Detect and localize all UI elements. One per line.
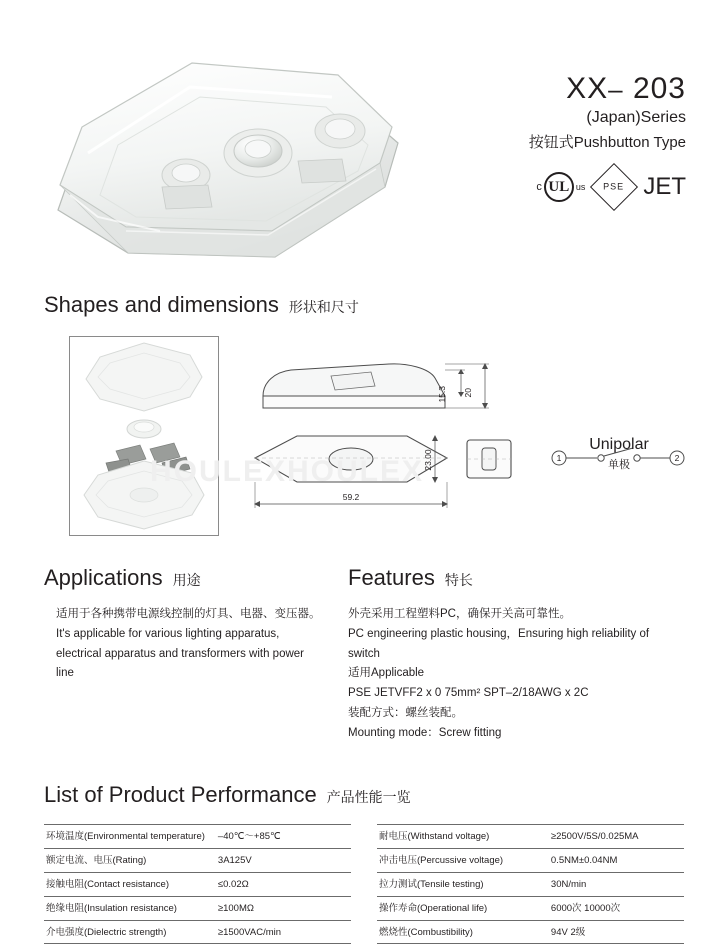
applications-line: It's applicable for various lighting apparatus, — [56, 627, 280, 640]
type-label: 按钮式Pushbutton Type — [528, 134, 686, 151]
perf-value: 0.5NM±0.04NM — [549, 848, 684, 872]
model-number: 203 — [632, 72, 686, 105]
features-line: PC engineering plastic housing，Ensuring high reliability of — [348, 627, 650, 640]
table-row — [377, 872, 684, 896]
perf-value: –40℃～+85℃ — [216, 825, 351, 849]
applications-body — [44, 605, 344, 684]
table-row — [377, 896, 684, 920]
table-row — [377, 825, 684, 849]
ul-certification-mark — [536, 172, 585, 202]
page-header — [0, 0, 722, 285]
table-row — [377, 848, 684, 872]
applications-line: line — [56, 667, 74, 680]
table-row — [44, 872, 351, 896]
pse-certification-icon — [590, 163, 638, 211]
perf-value: 6000次 10000次 — [549, 896, 684, 920]
model-name — [356, 72, 686, 105]
features-section — [348, 565, 688, 743]
performance-section — [44, 782, 684, 944]
performance-table-right — [377, 824, 684, 944]
perf-key: 介电强度(Dielectric strength) — [44, 920, 216, 944]
perf-value: ≥2500V/5S/0.025MA — [549, 825, 684, 849]
perf-value: ≤0.02Ω — [216, 872, 351, 896]
dimension-drawing-svg — [239, 336, 569, 536]
table-row — [44, 896, 351, 920]
shapes-heading-en: Shapes and dimensions — [44, 292, 279, 317]
perf-key: 拉力测试(Tensile testing) — [377, 872, 549, 896]
perf-value: ≥100MΩ — [216, 896, 351, 920]
unipolar-label-block — [544, 436, 694, 472]
terminal-1-label: 1 — [556, 453, 562, 463]
shapes-and-dimensions-section — [44, 292, 684, 536]
applications-section — [44, 565, 344, 684]
unipolar-label-en: Unipolar — [589, 436, 649, 453]
performance-heading-cn: 产品性能一览 — [326, 789, 411, 805]
perf-value: 3A125V — [216, 848, 351, 872]
perf-value: 30N/min — [549, 872, 684, 896]
shapes-body — [44, 336, 684, 536]
perf-key: 操作寿命(Operational life) — [377, 896, 549, 920]
terminal-2-label: 2 — [674, 453, 680, 463]
features-line: switch — [348, 647, 380, 660]
perf-key: 冲击电压(Percussive voltage) — [377, 848, 549, 872]
shapes-heading — [44, 292, 684, 318]
perf-key: 耐电压(Withstand voltage) — [377, 825, 549, 849]
dimension-drawings — [239, 336, 569, 536]
pse-label: PSE — [603, 181, 625, 192]
dim-height-inner: 15.3 — [437, 386, 447, 403]
features-line: 装配方式：螺丝装配。 — [348, 706, 463, 719]
table-row — [44, 825, 351, 849]
applications-heading-en: Applications — [44, 565, 163, 590]
perf-value: 94V 2级 — [549, 920, 684, 944]
table-row — [377, 920, 684, 944]
applications-heading-cn: 用途 — [172, 572, 201, 588]
perf-key: 燃烧性(Combustibility) — [377, 920, 549, 944]
table-row — [44, 920, 351, 944]
dim-length-body: 59.2 — [342, 492, 360, 502]
performance-tables — [44, 824, 684, 944]
model-prefix: XX — [566, 72, 609, 105]
jet-certification-label: JET — [643, 173, 686, 200]
features-heading-en: Features — [348, 565, 435, 590]
features-heading — [348, 565, 688, 591]
certification-marks — [356, 170, 686, 204]
features-line: Mounting mode：Screw fitting — [348, 726, 502, 739]
exploded-view-box — [69, 336, 219, 536]
series-label: (Japan)Series — [586, 109, 686, 126]
performance-heading — [44, 782, 684, 808]
performance-heading-en: List of Product Performance — [44, 782, 317, 807]
features-line: 外壳采用工程塑料PC，确保开关高可靠性。 — [348, 608, 571, 620]
exploded-view-illustration — [70, 337, 218, 535]
model-dash: – — [608, 74, 624, 104]
watermark-text: HOULEXHOULEX — [150, 455, 425, 488]
unipolar-label-cn: 单极 — [608, 459, 630, 471]
applications-line: electrical apparatus and transformers with power — [56, 647, 305, 660]
perf-key: 绝缘电阻(Insulation resistance) — [44, 896, 216, 920]
shapes-heading-cn: 形状和尺寸 — [288, 299, 359, 315]
features-line: 适用Applicable — [348, 667, 425, 680]
perf-key: 额定电流、电压(Rating) — [44, 848, 216, 872]
features-body — [348, 605, 688, 743]
product-title-block — [356, 72, 686, 152]
applications-line: 适用于各种携带电源线控制的灯具、电器、变压器。 — [56, 608, 321, 620]
ul-logo-icon: UL — [544, 172, 574, 202]
dim-width-body: 23.00 — [423, 449, 433, 471]
dim-height-outer: 20 — [463, 388, 473, 398]
features-line: PSE JETVFF2 x 0 75mm² SPT–2/18AWG x 2C — [348, 687, 589, 700]
table-row — [44, 848, 351, 872]
perf-key: 接触电阻(Contact resistance) — [44, 872, 216, 896]
features-heading-cn: 特长 — [444, 572, 473, 588]
applications-heading — [44, 565, 344, 591]
ul-us-label: us — [575, 182, 586, 192]
ul-c-label: c — [536, 181, 542, 193]
perf-value: ≥1500VAC/min — [216, 920, 351, 944]
perf-key: 环境温度(Environmental temperature) — [44, 825, 216, 849]
performance-table-left — [44, 824, 351, 944]
